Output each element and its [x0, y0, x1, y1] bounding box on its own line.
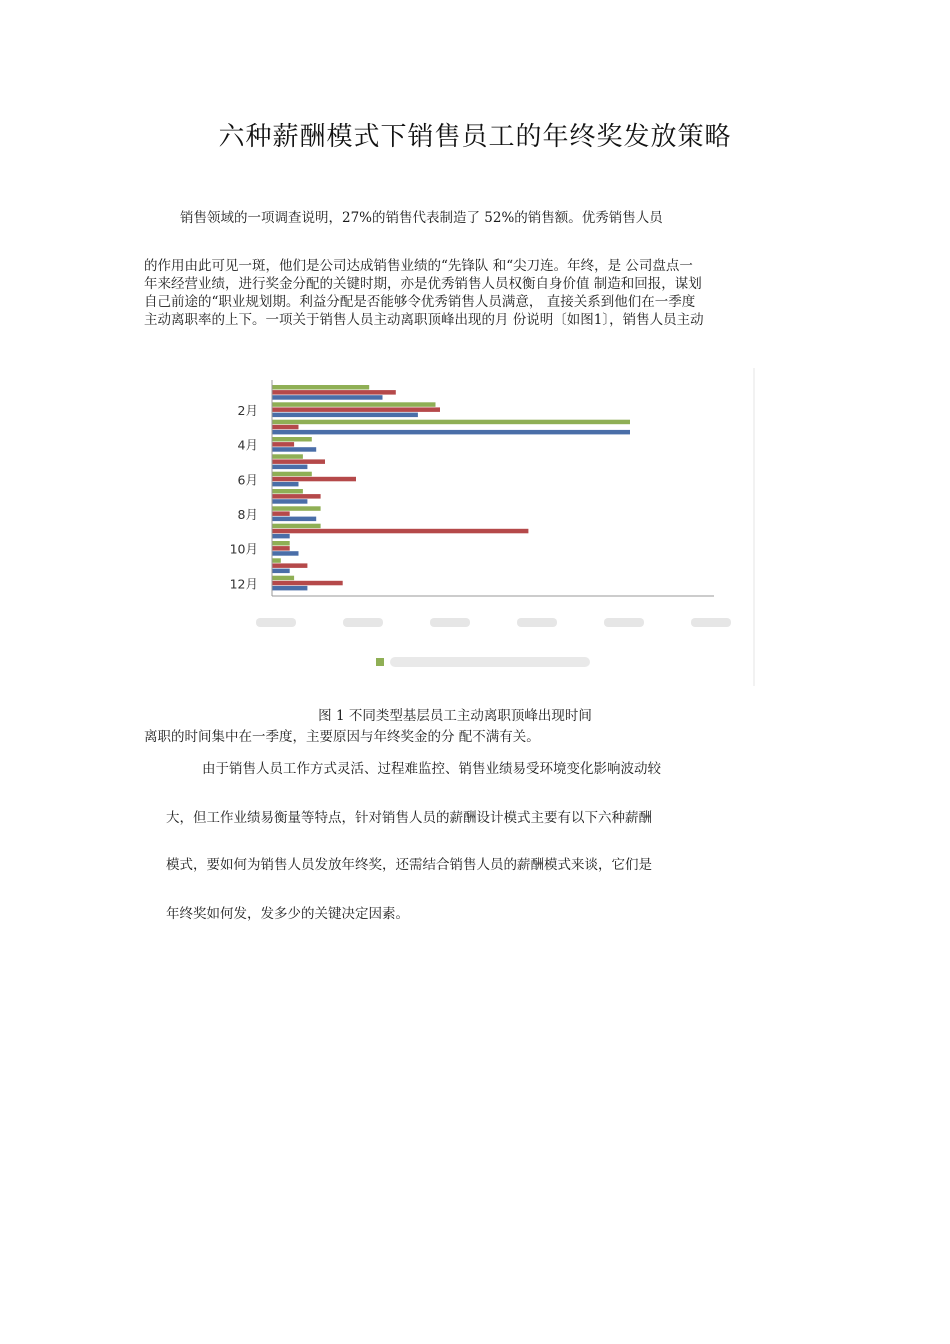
bar-11月-series-3 — [272, 569, 290, 574]
bar-2月-series-3 — [272, 413, 418, 418]
y-tick-label-4月: 4月 — [237, 437, 258, 453]
bar-3月-series-2 — [272, 425, 299, 430]
bar-1月-series-1 — [272, 385, 369, 390]
bar-6月-series-3 — [272, 482, 299, 487]
y-tick-label-2月: 2月 — [237, 403, 258, 418]
bar-9月-series-1 — [272, 524, 321, 529]
bar-8月-series-3 — [272, 517, 316, 522]
bar-11月-series-1 — [272, 558, 281, 563]
bar-10月-series-2 — [272, 546, 290, 551]
bar-1月-series-3 — [272, 395, 383, 400]
figure-caption: 图 1 不同类型基层员工主动离职顶峰出现时间 — [318, 708, 592, 724]
bar-4月-series-3 — [272, 447, 316, 452]
para2-line-4: 年终奖如何发，发多少的关键决定因素。 — [166, 906, 409, 922]
bar-5月-series-1 — [272, 454, 303, 459]
blurred-x-tick-5 — [604, 618, 644, 627]
after-caption-line: 离职的时间集中在一季度，主要原因与年终奖金的分 配不满有关。 — [144, 729, 540, 745]
bar-chart-figure — [216, 368, 756, 688]
bar-6月-series-2 — [272, 477, 356, 482]
bar-3月-series-3 — [272, 430, 630, 435]
bar-7月-series-3 — [272, 499, 307, 504]
bar-2月-series-1 — [272, 402, 436, 407]
bar-chart — [216, 368, 756, 688]
bar-4月-series-1 — [272, 437, 312, 442]
para2-line-2: 大，但工作业绩易衡量等特点，针对销售人员的薪酬设计模式主要有以下六种薪酬 — [166, 810, 652, 826]
y-tick-label-6月: 6月 — [237, 472, 258, 488]
blurred-x-tick-4 — [517, 618, 557, 627]
bar-5月-series-3 — [272, 465, 307, 470]
bar-8月-series-1 — [272, 506, 321, 511]
intro-line-5: 主动离职率的上下。一项关于销售人员主动离职顶峰出现的月 份说明〔如图1〕，销售人员主动 — [144, 312, 704, 328]
bar-9月-series-3 — [272, 534, 290, 539]
bar-5月-series-2 — [272, 459, 325, 464]
bar-1月-series-2 — [272, 390, 396, 395]
bar-7月-series-1 — [272, 489, 303, 494]
bar-12月-series-3 — [272, 586, 307, 591]
bar-9月-series-2 — [272, 529, 528, 534]
blurred-x-tick-6 — [691, 618, 731, 627]
intro-line-4: 自己前途的“职业规划期。利益分配是否能够令优秀销售人员满意， 直接关系到他们在一季度 — [144, 294, 696, 310]
bar-2月-series-2 — [272, 407, 440, 412]
legend-swatch-series-1 — [376, 658, 384, 666]
blurred-x-tick-2 — [343, 618, 383, 627]
bar-10月-series-1 — [272, 541, 290, 546]
intro-line-3: 年来经营业绩，进行奖金分配的关键时期，亦是优秀销售人员权衡自身价值 制造和回报，谋划 — [144, 276, 702, 292]
y-tick-label-10月: 10月 — [229, 541, 258, 557]
para2-line-1: 由于销售人员工作方式灵活、过程难监控、销售业绩易受环境变化影响波动较 — [202, 761, 661, 777]
y-tick-label-8月: 8月 — [237, 507, 258, 522]
blurred-x-tick-1 — [256, 618, 296, 627]
bar-3月-series-1 — [272, 420, 630, 425]
blurred-legend-text — [390, 657, 590, 667]
page-title: 六种薪酬模式下销售员工的年终奖发放策略 — [218, 122, 732, 152]
para2-line-3: 模式，要如何为销售人员发放年终奖，还需结合销售人员的薪酬模式来谈，它们是 — [166, 857, 652, 873]
bar-11月-series-2 — [272, 563, 307, 568]
y-tick-label-12月: 12月 — [229, 576, 258, 592]
bar-8月-series-2 — [272, 511, 290, 516]
intro-line-2: 的作用由此可见一斑，他们是公司达成销售业绩的“先锋队 和“尖刀连。年终，是 公司盘点一 — [144, 258, 693, 274]
intro-paragraph-first-line: 销售领域的一项调查说明，27%的销售代表制造了 52%的销售额。优秀销售人员 — [180, 210, 663, 226]
bar-7月-series-2 — [272, 494, 321, 499]
bar-6月-series-1 — [272, 472, 312, 477]
bar-12月-series-1 — [272, 576, 294, 581]
bar-10月-series-3 — [272, 551, 299, 556]
bar-12月-series-2 — [272, 581, 343, 586]
bar-4月-series-2 — [272, 442, 294, 447]
blurred-x-tick-3 — [430, 618, 470, 627]
